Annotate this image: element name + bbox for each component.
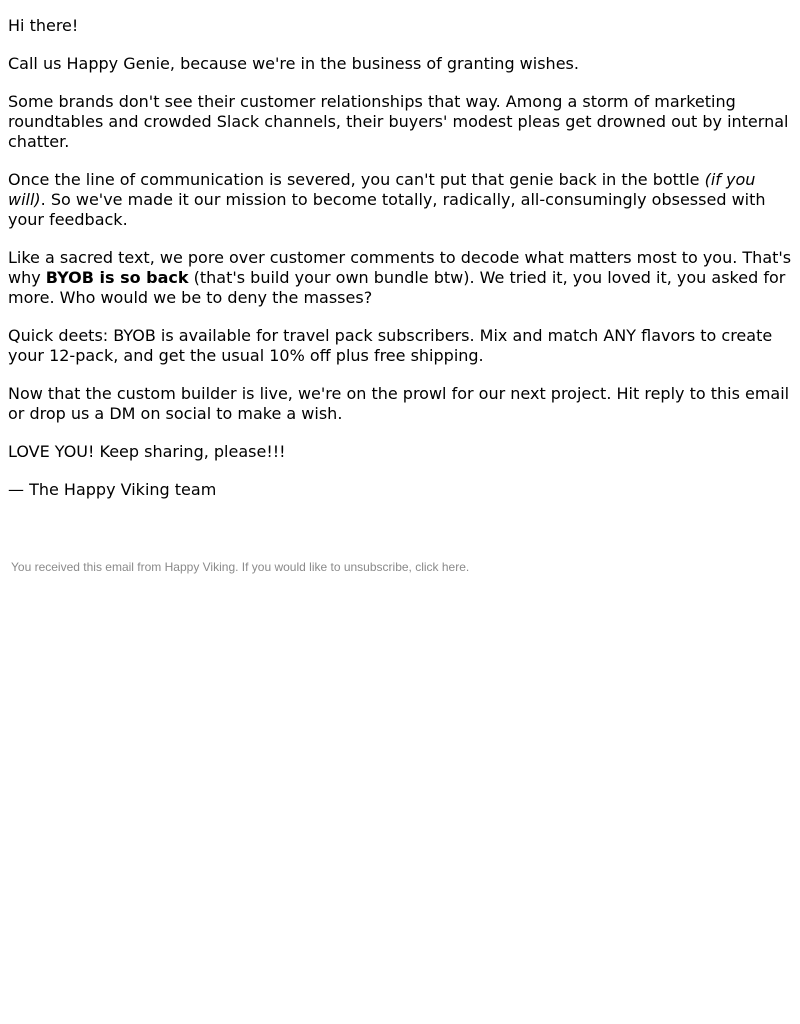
signature: — The Happy Viking team [8,480,217,499]
paragraph-communication-text-end: . So we've made it our mission to become totally, radically, all-consumingly obsessed with your feedback. [8,190,766,229]
paragraph-brands: Some brands don't see their customer relationships that way. Among a storm of marketing roundtables and crowded Slack channels, their buyers' modest pleas get drowned out by internal chatter. [8,92,789,151]
paragraph-intro: Call us Happy Genie, because we're in the business of granting wishes. [8,54,579,73]
unsubscribe-link[interactable]: click here [415,560,466,574]
paragraph-communication [8,170,794,230]
paragraph-deets: Quick deets: BYOB is available for travel pack subscribers. Mix and match ANY flavors to create your 12-pack, and get the usual 10% off plus free shipping. [8,326,773,365]
paragraph-communication-italic: (if you will) [8,170,756,209]
paragraph-byob-bold: BYOB is so back [45,268,189,287]
paragraph-byob-text-end: (that's build your own bundle btw). We tried it, you loved it, you asked for more. Who would we be to deny the masses? [8,268,786,307]
paragraph-love: LOVE YOU! Keep sharing, please!!! [8,442,286,461]
paragraph-next-project: Now that the custom builder is live, we're on the prowl for our next project. Hit reply to this email or drop us a DM on social to make a wish. [8,384,790,423]
footer-text: You received this email from Happy Viking. If you would like to unsubscribe, [11,560,416,574]
paragraph-byob [8,248,794,308]
greeting: Hi there! [8,16,79,35]
unsubscribe-footer [8,560,794,574]
paragraph-byob-text: Like a sacred text, we pore over customer comments to decode what matters most to you. That's why [8,248,792,287]
footer-end: . [465,560,470,574]
paragraph-communication-text: Once the line of communication is severed, you can't put that genie back in the bottle [8,170,705,189]
